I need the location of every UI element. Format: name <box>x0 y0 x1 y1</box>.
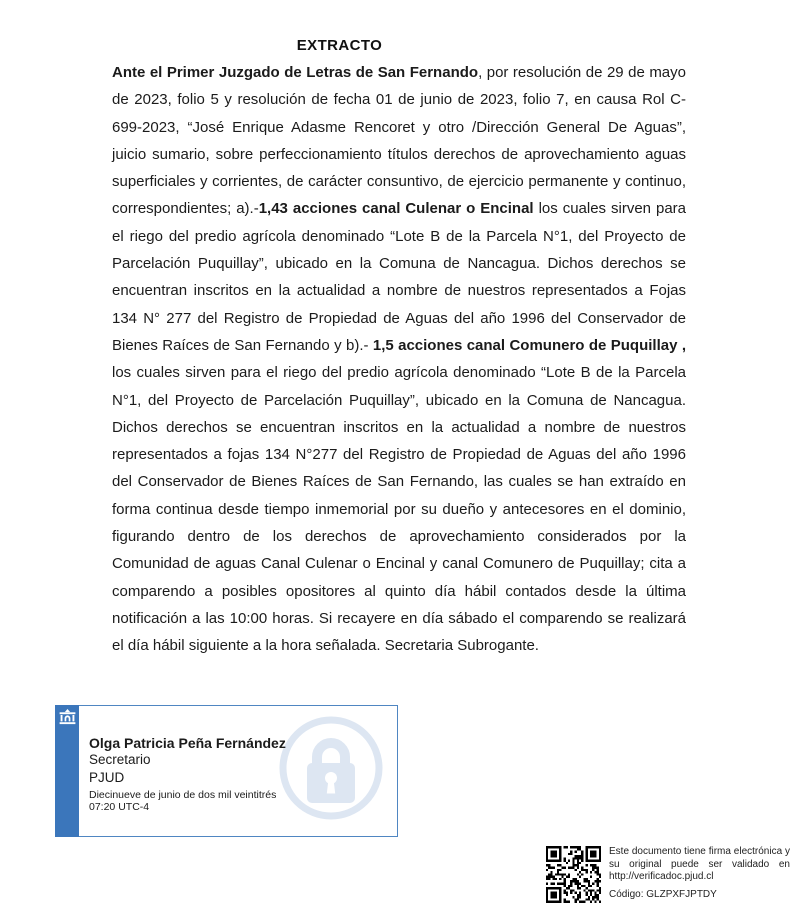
verification-statement: Este documento tiene firma electrónica y su original puede ser validado en http://verificadoc.pjud.cl <box>609 846 790 883</box>
document-body <box>112 59 686 660</box>
body-segment-shares-a: 1,43 acciones canal Culenar o Encinal <box>258 200 534 218</box>
verification-code-label: Código: <box>609 889 644 901</box>
signature-accent-bar <box>55 705 79 837</box>
padlock-icon <box>276 713 386 823</box>
signer-name: Olga Patricia Peña Fernández <box>89 735 286 751</box>
document-title: EXTRACTO <box>296 37 383 54</box>
electronic-signature-stamp <box>55 705 398 837</box>
body-segment-court-name: Ante el Primer Juzgado de Letras de San Fernando <box>112 64 479 81</box>
signature-time: 07:20 UTC-4 <box>89 800 150 813</box>
verification-footer <box>546 846 790 903</box>
signature-date: Diecinueve de junio de dos mil veintitrés <box>89 789 277 801</box>
body-segment-registry-b: los cuales sirven para el riego del predio agrícola denominado “Lote B de la Parcela N°1, del Proyecto de Parcelación Puquillay”, ubicado en la Comuna de Nancagua. Dichos derechos se encuentran inscritos en la actualidad a nombre de nuestros representados a fojas 134 N°277 del Registro de Propiedad de Aguas del año 1996 del Conservador de Bienes Raíces de San Fernando, las cuales se han extraído en forma continua desde tiempo inmemorial por su dueño y antecesores en el dominio, figurando dentro de los derechos de aprovechamiento considerados por la Comunidad de aguas Canal Culenar o Encinal y canal Comunero de Puquillay; cita a comparendo a posibles opositores al quinto día hábil contados desde la última notificación a las 10:00 horas. Si recayere en día sábado el comparendo se realizará el día hábil siguiente a la hora señalada. Secretaria Subrogante. <box>112 364 686 655</box>
verification-code-line <box>609 889 790 902</box>
signature-details <box>89 735 289 813</box>
signer-institution: PJUD <box>89 770 125 785</box>
verification-code-value: GLZPXFJPTDY <box>646 889 717 901</box>
body-segment-shares-b: 1,5 acciones canal Comunero de Puquillay , <box>372 336 686 354</box>
verification-text-block <box>609 846 790 902</box>
signer-role: Secretario <box>89 752 151 767</box>
body-segment-resolution: , por resolución de 29 de mayo de 2023, folio 5 y resolución de fecha 01 de junio de 2023, folio 7, en causa Rol C-699-2023, “José Enrique Adasme Rencoret y otro /Dirección General De Aguas”, juicio sumario, sobre perfeccionamiento títulos derechos de aprovechamiento aguas superficiales y corrientes, de carácter consuntivo, de ejercicio permanente y continuo, correspondientes; a).- <box>112 64 686 218</box>
qr-code <box>546 846 601 903</box>
bank-icon <box>59 705 76 837</box>
body-segment-registry-a: los cuales sirven para el riego del predio agrícola denominado “Lote B de la Parcela N°1, del Proyecto de Parcelación Puquillay”, ubicado en la Comuna de Nancagua. Dichos derechos se encuentran inscritos en la actualidad a nombre de nuestros representados a Fojas 134 N° 277 del Registro de Propiedad de Aguas del año 1996 del Conservador de Bienes Raíces de San Fernando y b).- <box>112 200 687 354</box>
